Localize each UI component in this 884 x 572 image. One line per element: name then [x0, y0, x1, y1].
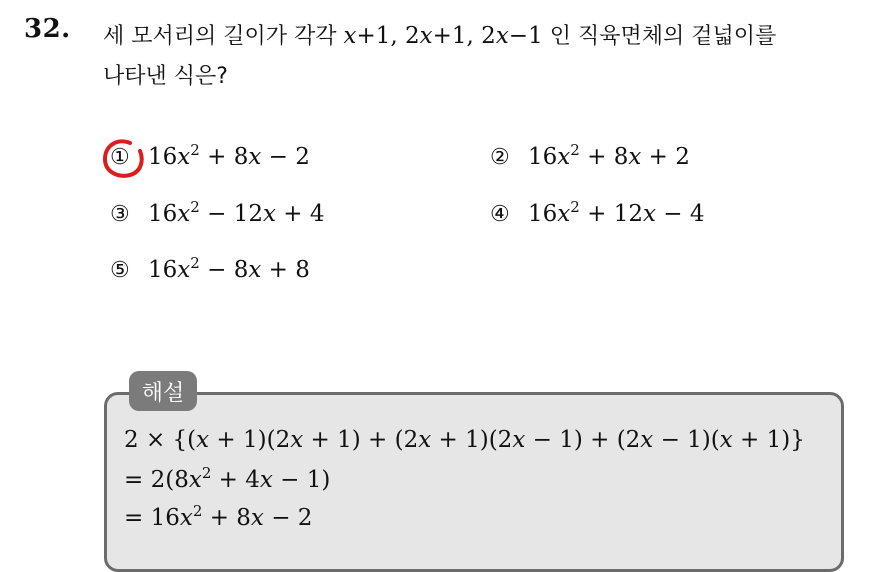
- choice-1-number: ①: [110, 144, 130, 170]
- choice-4-expression: $16x^2 + 12x - 4$: [528, 198, 705, 227]
- choice-5-expression: $16x^2 - 8x + 8$: [148, 254, 310, 283]
- edge-1: x+1,: [343, 23, 406, 49]
- question-line-1: [103, 16, 873, 57]
- question-number: 32.: [24, 14, 71, 44]
- edge-3: 2x−1: [481, 23, 543, 49]
- choice-2[interactable]: [490, 141, 690, 170]
- choice-4-number: ④: [490, 201, 510, 227]
- choice-3-number: ③: [110, 201, 130, 227]
- solution-tab: 해설: [129, 371, 197, 411]
- choice-5-number: ⑤: [110, 257, 130, 283]
- question-line-2: 나타낸 식은?: [103, 64, 228, 89]
- question-line-1-suffix: 인 직육면체의 겉넓이를: [542, 24, 777, 49]
- question-text: [103, 16, 873, 97]
- choice-2-number: ②: [490, 144, 510, 170]
- edge-2: 2x+1,: [405, 23, 482, 49]
- choice-2-expression: $16x^2 + 8x + 2$: [528, 141, 690, 170]
- choice-3[interactable]: [110, 198, 325, 227]
- choice-3-expression: $16x^2 - 12x + 4$: [148, 198, 325, 227]
- choice-1[interactable]: [110, 141, 310, 170]
- solution-line-1: 2 × {(x + 1)(2x + 1) + (2x + 1)(2x − 1) + (2x − 1)(x + 1)}: [124, 427, 805, 453]
- question-line-1-prefix: 세 모서리의 길이가 각각: [103, 24, 344, 49]
- solution-line-3: = $16x^2 + 8x - 2$: [124, 502, 313, 531]
- choice-4[interactable]: [490, 198, 705, 227]
- choice-5[interactable]: [110, 254, 310, 283]
- solution-line-2: = $2(8x^2 + 4x - 1)$: [124, 464, 331, 493]
- choice-1-expression: $16x^2 + 8x - 2$: [148, 141, 310, 170]
